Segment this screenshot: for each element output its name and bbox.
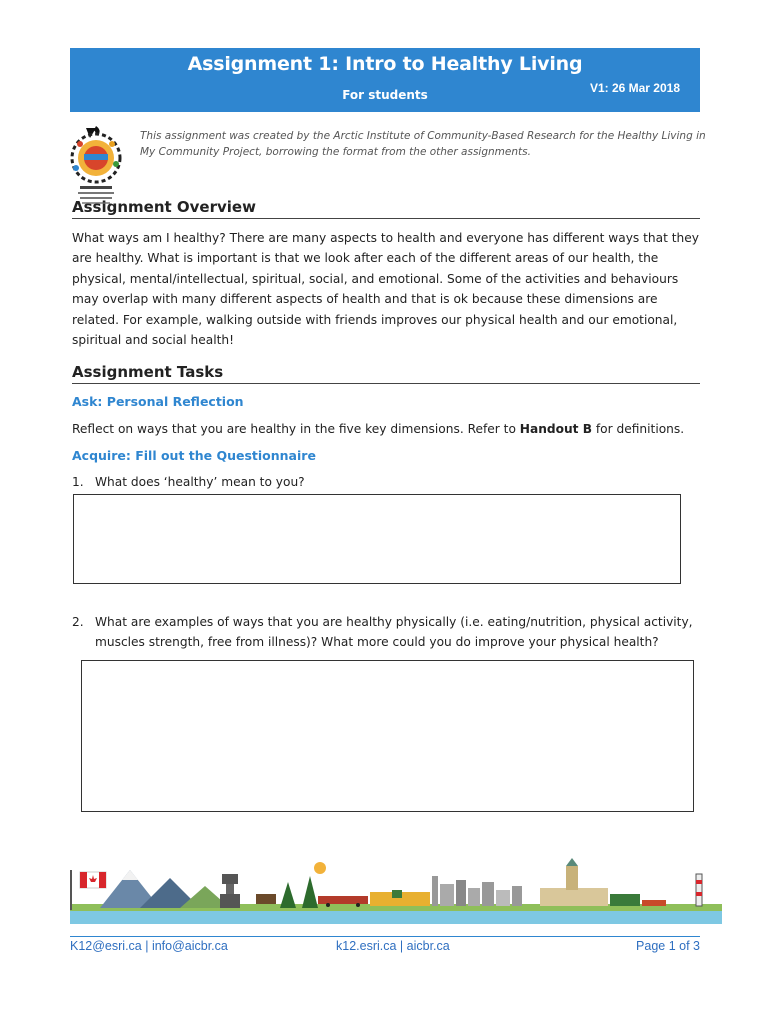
question-text: What does ‘healthy’ mean to you? xyxy=(95,475,305,489)
version-label: V1: 26 Mar 2018 xyxy=(589,81,680,95)
question-number: 2. xyxy=(72,615,84,629)
title-banner xyxy=(70,48,700,112)
question-number: 1. xyxy=(72,475,84,489)
canada-landscape-illustration xyxy=(70,852,722,924)
answer-box-1[interactable] xyxy=(73,494,681,584)
ask-instruction xyxy=(72,419,702,439)
ask-subheading: Ask: Personal Reflection xyxy=(72,394,244,409)
page-footer xyxy=(70,936,700,959)
ask-text-before: Reflect on ways that you are healthy in the five key dimensions. Refer to xyxy=(72,422,520,436)
page-number: Page 1 of 3 xyxy=(636,939,700,953)
footer-contact-emails: K12@esri.ca | info@aicbr.ca xyxy=(70,939,228,953)
handout-reference: Handout B xyxy=(519,422,593,436)
acquire-subheading: Acquire: Fill out the Questionnaire xyxy=(72,448,316,463)
answer-box-2[interactable] xyxy=(81,660,694,812)
question-2 xyxy=(72,612,712,653)
aicbr-logo xyxy=(66,124,134,208)
overview-body: What ways am I healthy? There are many aspects to health and everyone has different ways that they are healthy. What is important is that we look after each of the different areas of our health, the physical, mental/intellectual, spiritual, social, and emotional. Some of the activities and behaviours may overlap with many different aspects of health and that is ok because these dimensions are related. For example, walking outside with friends improves our physical health and our emotional, spiritual and social health! xyxy=(72,231,699,348)
page-title: Assignment 1: Intro to Healthy Living xyxy=(187,53,583,75)
question-text: What are examples of ways that you are healthy physically (i.e. eating/nutrition, physical activity, muscles strength, free from illness)? What more could you do improve your physical health? xyxy=(95,615,693,650)
footer-websites: k12.esri.ca | aicbr.ca xyxy=(336,939,450,953)
question-1 xyxy=(72,472,712,492)
overview-heading: Assignment Overview xyxy=(72,198,700,219)
credit-note: This assignment was created by the Arctic Institute of Community-Based Research for the Healthy Living in My Community Project, borrowing the format from the other assignments. xyxy=(140,130,706,158)
ask-text-after: for definitions. xyxy=(592,422,685,436)
audience-label: For students xyxy=(342,88,428,102)
tasks-heading: Assignment Tasks xyxy=(72,363,700,384)
